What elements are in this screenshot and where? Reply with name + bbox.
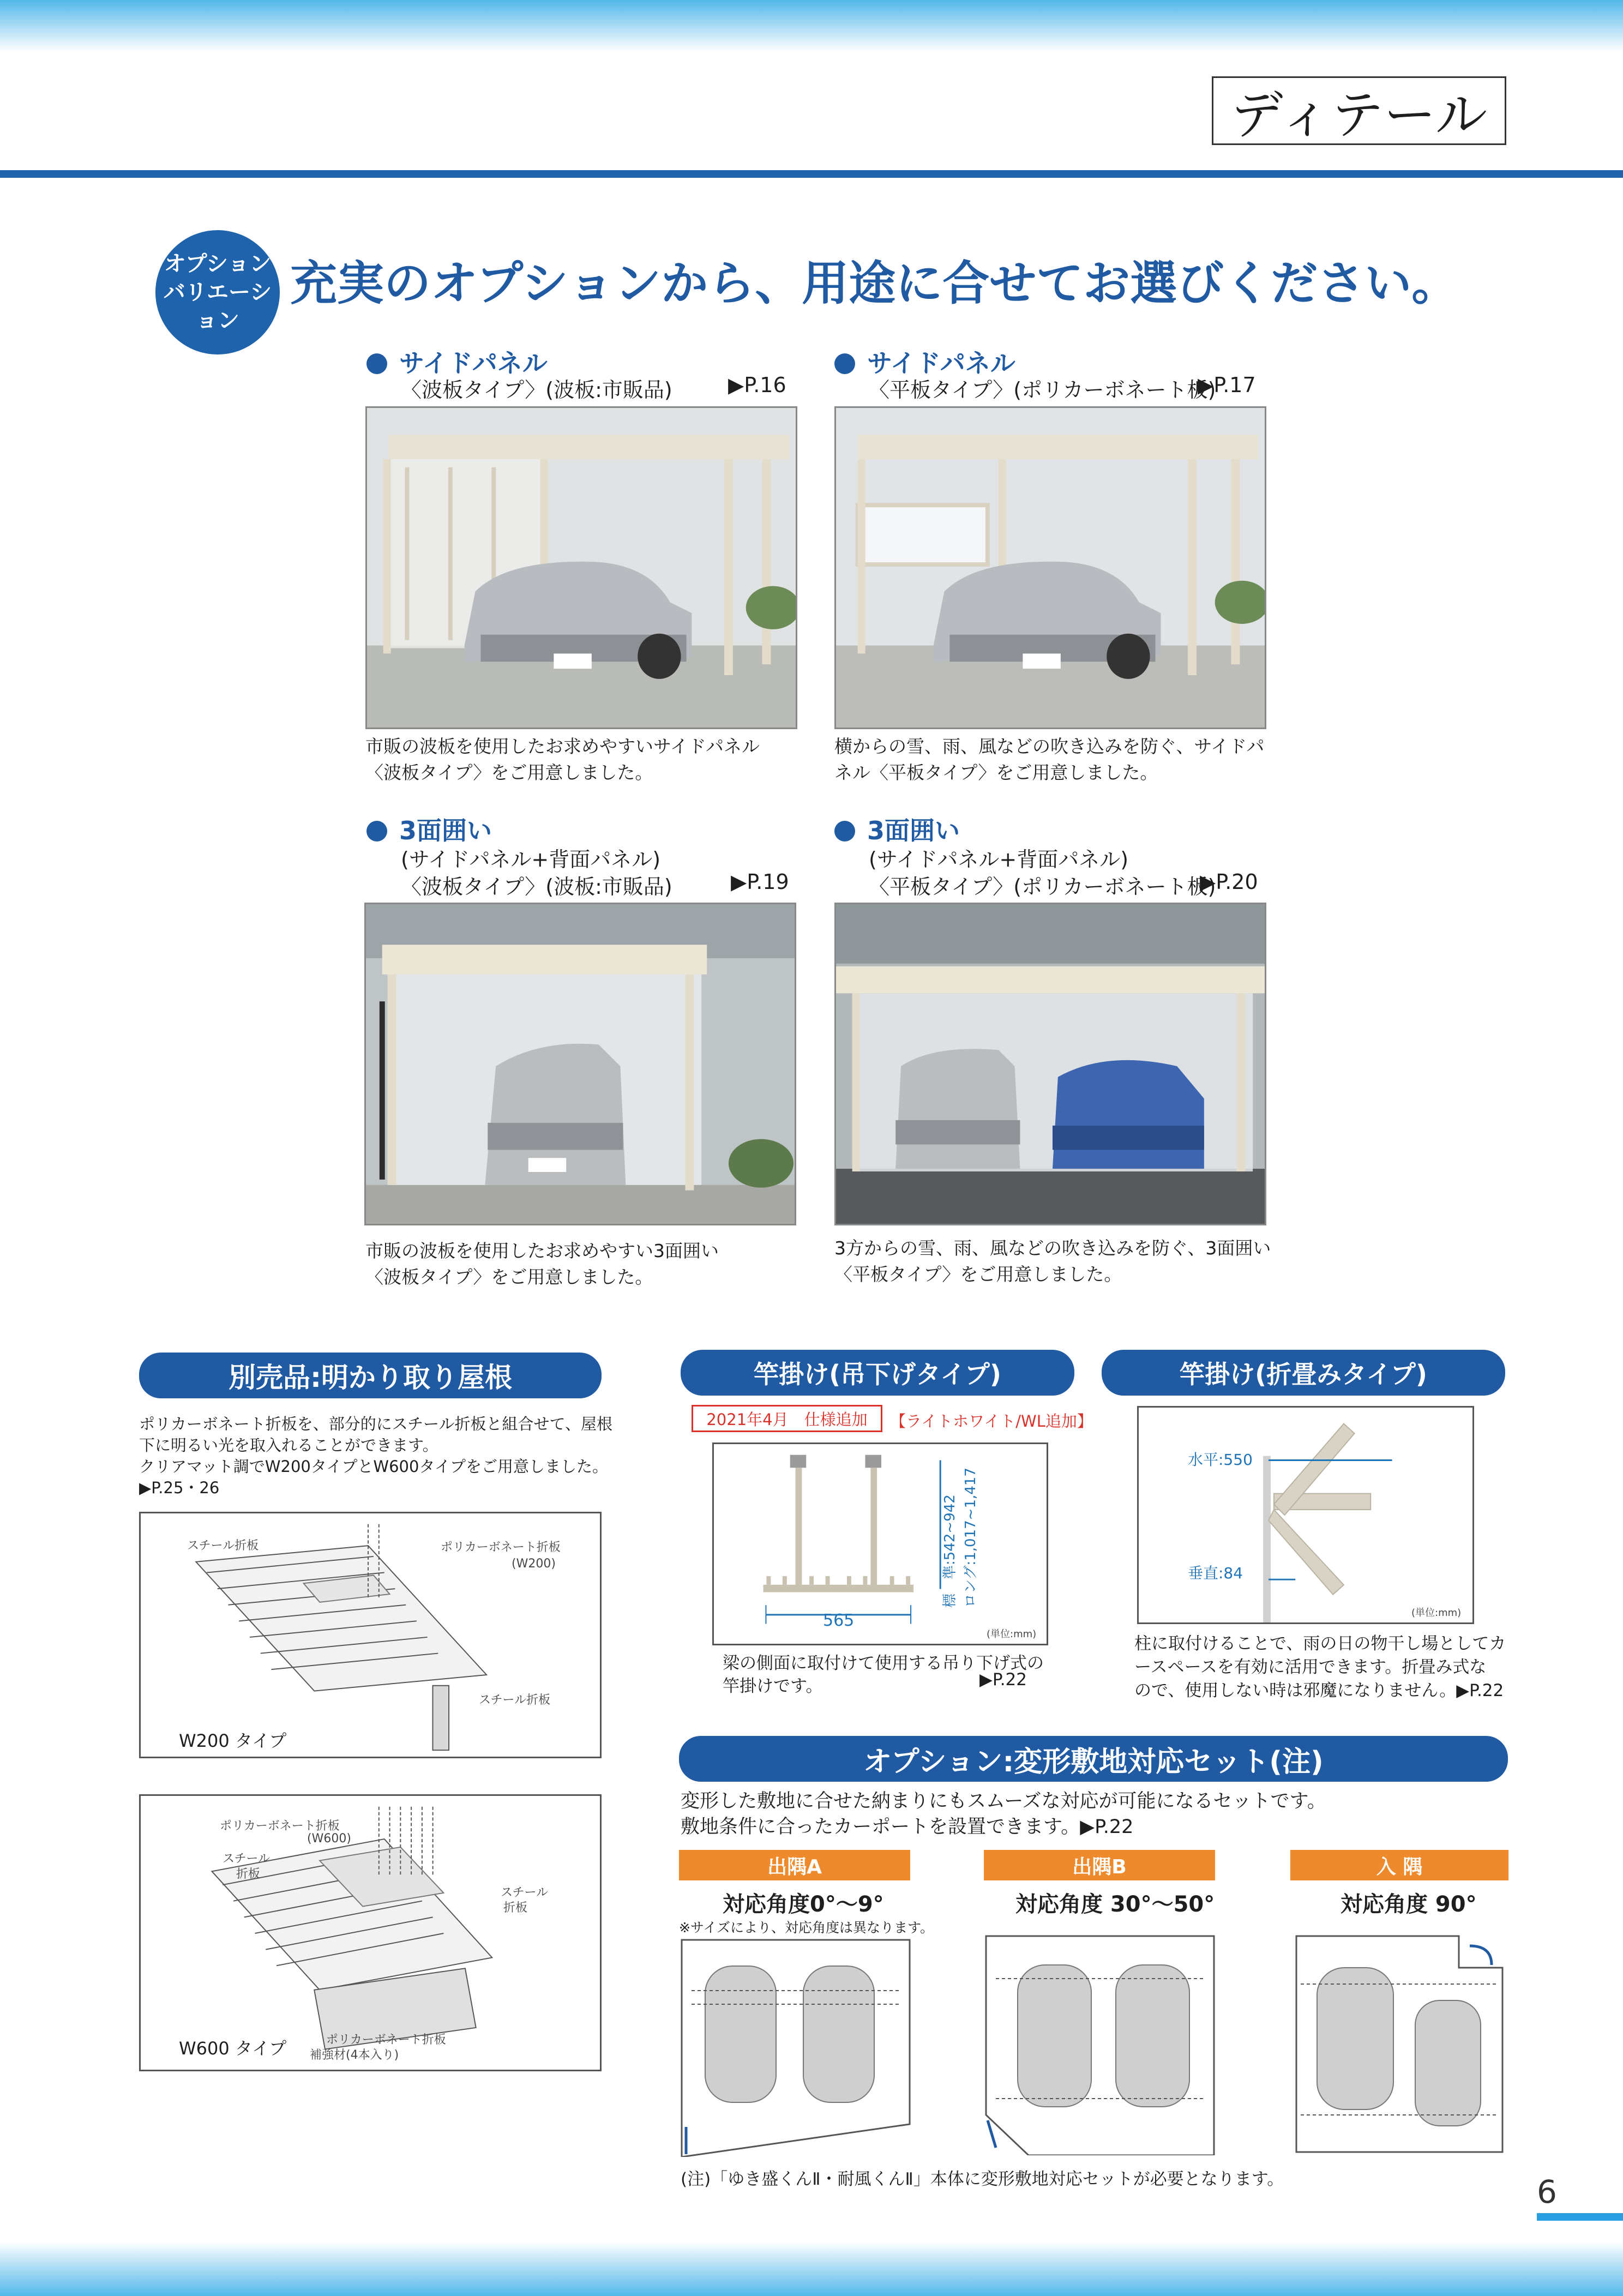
- w200-label-poly-width: (W200): [512, 1557, 556, 1571]
- hanger1-caption: 梁の側面に取付けて使用する吊り下げ式の 竿掛けです。: [723, 1654, 1044, 1696]
- deform-b-angle: 対応角度 30°〜50°: [1015, 1892, 1215, 1917]
- hanger1-page-ref: ▶P.22: [979, 1670, 1027, 1690]
- option2-title: サイドパネル: [834, 344, 1015, 380]
- hanger1-diagram: [712, 1442, 1048, 1645]
- skylight-title: 別売品:明かり取り屋根: [139, 1353, 602, 1398]
- deform-b-label: 出隅B: [984, 1850, 1215, 1880]
- w600-label-poly: ポリカーボネート折板: [220, 1819, 340, 1833]
- deform-c-angle: 対応角度 90°: [1341, 1892, 1477, 1917]
- w200-type-label: W200 タイプ: [179, 1730, 287, 1751]
- option4-photo: [834, 903, 1266, 1225]
- deform-a-label: 出隅A: [679, 1850, 910, 1880]
- w600-label-rein1: ポリカーボネート折板: [326, 2033, 446, 2047]
- deform-a-note: ※サイズにより、対応角度は異なります。: [679, 1920, 934, 1936]
- header-rule: [0, 170, 1623, 178]
- deform-a-angle: 対応角度0°〜9°: [723, 1892, 884, 1917]
- hanger2-unit: (単位:mm): [1411, 1607, 1462, 1619]
- hanger1-dim-width: 565: [823, 1611, 855, 1630]
- skylight-description: ポリカーボネート折板を、部分的にスチール折板と組合せて、屋根 下に明るい光を取入れることができます。 クリアマット調でW200タイプとW600タイプをご用意しました。 ▶P.25・26: [139, 1415, 612, 1498]
- option2-photo: [834, 406, 1266, 729]
- hanger2-caption: 柱に取付けることで、雨の日の物干し場としてカ ースペースを有効に活用できます。折畳み式な ので、使用しない時は邪魔になりません。▶P.22: [1134, 1634, 1506, 1700]
- deform-description: 変形した敷地に合せた納まりにもスムーズな対応が可能になるセットです。 敷地条件に合ったカーポートを設置できます。▶P.22: [681, 1790, 1326, 1838]
- option4-subtitle1: (サイドパネル+背面パネル): [869, 848, 1129, 871]
- option4-title: 3面囲い: [834, 811, 960, 847]
- bullet-icon: [366, 353, 387, 374]
- w200-label-steel2: スチール折板: [479, 1693, 551, 1707]
- hanger1-update-date: 2021年4月 仕様追加: [692, 1405, 882, 1432]
- w600-label-rein2: 補強材(4本入り): [310, 2048, 399, 2062]
- badge-line2: バリエーション: [163, 280, 272, 333]
- badge-line1: オプション: [164, 251, 272, 277]
- bullet-icon: [366, 821, 387, 842]
- bullet-icon: [834, 821, 855, 842]
- w200-label-steel1: スチール折板: [187, 1539, 259, 1553]
- option4-caption: 3方からの雪、雨、風などの吹き込みを防ぐ、3面囲い 〈平板タイプ〉をご用意しました。: [834, 1237, 1271, 1285]
- option4-subtitle2: 〈平板タイプ〉(ポリカーボネート板): [869, 875, 1216, 899]
- w600-label-poly-width: (W600): [307, 1832, 351, 1846]
- hanger2-vertical-dim: 垂直:84: [1188, 1564, 1243, 1582]
- w200-diagram: [139, 1512, 602, 1758]
- option1-caption: 市販の波板を使用したお求めやすいサイドパネル 〈波板タイプ〉をご用意しました。: [365, 736, 760, 783]
- hanger2-title: 竿掛け(折畳みタイプ): [1102, 1350, 1505, 1396]
- deform-c-diagram: [1295, 1935, 1504, 2153]
- option1-subtitle: 〈波板タイプ〉(波板:市販品): [401, 378, 672, 402]
- w600-type-label: W600 タイプ: [179, 2038, 287, 2059]
- w600-label-steel2-a: スチール: [501, 1886, 549, 1900]
- option-variation-badge: [155, 230, 280, 354]
- option2-caption: 横からの雪、雨、風などの吹き込みを防ぐ、サイドパ ネル〈平板タイプ〉をご用意しました。: [834, 736, 1265, 783]
- deform-c-label: 入 隅: [1290, 1850, 1508, 1880]
- deform-footnote: (注)「ゆき盛くんⅡ・耐風くんⅡ」本体に変形敷地対応セットが必要となります。: [681, 2169, 1284, 2189]
- w600-diagram: [139, 1794, 602, 2071]
- option1-page-ref: ▶P.16: [728, 373, 786, 397]
- page-number: 6: [1537, 2173, 1557, 2210]
- deform-title: オプション:変形敷地対応セット(注): [679, 1736, 1508, 1782]
- w200-label-poly: ポリカーボネート折板: [441, 1541, 561, 1554]
- hanger2-diagram: [1137, 1406, 1474, 1624]
- page-number-bar: [1537, 2213, 1623, 2221]
- hanger2-horizontal-dim: 水平:550: [1188, 1451, 1253, 1469]
- option4-page-ref: ▶P.20: [1200, 870, 1258, 894]
- option1-title: サイドパネル: [366, 344, 548, 380]
- option3-caption: 市販の波板を使用したお求めやすい3面囲い 〈波板タイプ〉をご用意しました。: [365, 1240, 719, 1288]
- top-gradient-band: [0, 0, 1623, 52]
- option2-page-ref: ▶P.17: [1198, 373, 1256, 397]
- hanger1-dim-standard: 標 準:542~942: [942, 1494, 958, 1608]
- w600-label-steel2-b: 折板: [503, 1901, 528, 1915]
- hanger1-unit: (単位:mm): [987, 1628, 1037, 1640]
- option3-subtitle2: 〈波板タイプ〉(波板:市販品): [401, 875, 672, 899]
- deform-b-diagram: [985, 1935, 1216, 2155]
- option3-photo: [364, 903, 796, 1225]
- option1-photo: [365, 406, 797, 729]
- option3-page-ref: ▶P.19: [731, 870, 789, 894]
- option2-subtitle: 〈平板タイプ〉(ポリカーボネート板): [869, 378, 1216, 402]
- bottom-gradient-band: [0, 2241, 1623, 2296]
- page-section-title: ディテール: [1212, 76, 1506, 145]
- deform-a-diagram: [681, 1939, 912, 2157]
- w600-label-steel-b: 折板: [236, 1867, 261, 1881]
- option3-title: 3面囲い: [366, 811, 492, 847]
- hanger1-update-note: 【ライトホワイト/WL追加】: [890, 1412, 1093, 1431]
- option3-subtitle1: (サイドパネル+背面パネル): [401, 848, 661, 871]
- hanger1-title: 竿掛け(吊下げタイプ): [681, 1350, 1074, 1396]
- page-headline: 充実のオプションから、用途に合せてお選びください。: [290, 256, 1459, 311]
- hanger1-dim-long: ロング:1,017~1,417: [963, 1468, 979, 1608]
- w600-label-steel-a: スチール: [223, 1852, 270, 1866]
- bullet-icon: [834, 353, 855, 374]
